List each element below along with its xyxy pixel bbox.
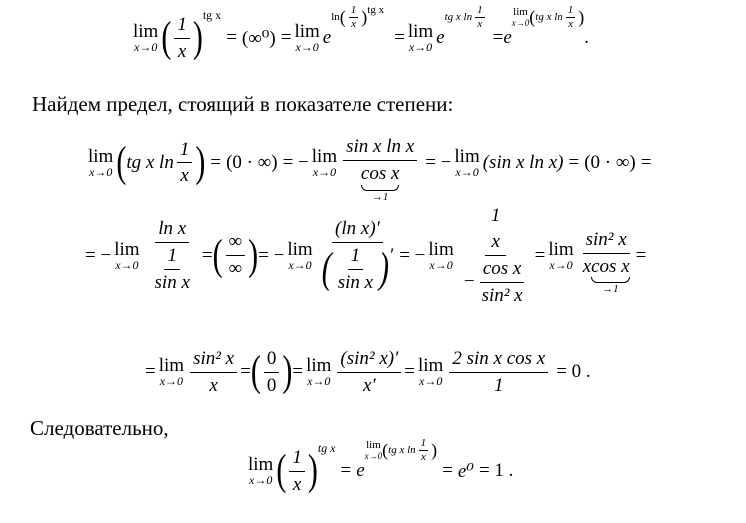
limit-operator: lim x→0: [407, 21, 434, 55]
formula-line-2: lim x→0 ( tg x ln $\frac{1}{x}$ ) = (0 · ∞) = − lim x→0 sin x ln x cos x →1 = − lim x→0 (sin x ln x) = (0 · ∞) =: [88, 136, 652, 203]
exponent: tg x: [202, 8, 222, 22]
exponent-tg-ln: tg x ln $\frac{1}{x}$: [444, 4, 483, 30]
text-heading-2: Следовательно,: [30, 416, 169, 440]
formula-line-1: lim x→0 ( $\frac{1}{x}$ ) tg x = (∞⁰) = lim x→0 e ln ( $\frac{1}{x}$ ) tg x = lim x→0 e tg x ln $\frac{1}{x}$ = e lim x→0 ( tg x ln $\frac{1}{x}$ ) .: [133, 4, 590, 62]
exponent-ln: ln ( $\frac{1}{x}$ ) tg x: [331, 4, 385, 30]
formula-line-4: = lim x→0 $\frac{\text{sin² x}}{x}$ = ( $\frac{0}{0}$ ) = lim x→0 $\frac{\text{(sin² x)′}}{x'}$ = lim x→0 $\frac{\text{2 sin x cos x}}{1}$ = 0 .: [145, 347, 591, 396]
indeterminate-form: (∞⁰): [241, 27, 276, 49]
fraction: $\frac{1}{x}$: [174, 14, 190, 63]
text-heading-1: Найдем предел, стоящий в показателе степени:: [32, 92, 454, 116]
exponent-limit: lim x→0 ( tg x ln $\frac{1}{x}$ ): [511, 4, 585, 30]
limit-operator: lim x→0: [133, 21, 159, 55]
formula-line-3: = − lim x→0 $\frac{\text{ln x}}{\frac{1}{\text{sin x}}}$ = ( $\frac{\infty}{\infty}$ ) = − lim x→0 (ln x)′ ( $\frac{1}{\text{sin x}}$ ) ′ = − lim x→0 1 x − $\frac{\text{cos x}}{\text{sin² x}}$ = lim x→0 sin² x x cos x →1 =: [85, 205, 647, 306]
formula-line-5: lim x→0 ( $\frac{1}{x}$ ) tg x = e lim x→0 ( tg x ln $\frac{1}{x}$ ) = e⁰ = 1 .: [248, 437, 514, 495]
limit-operator: lim x→0: [294, 21, 320, 55]
